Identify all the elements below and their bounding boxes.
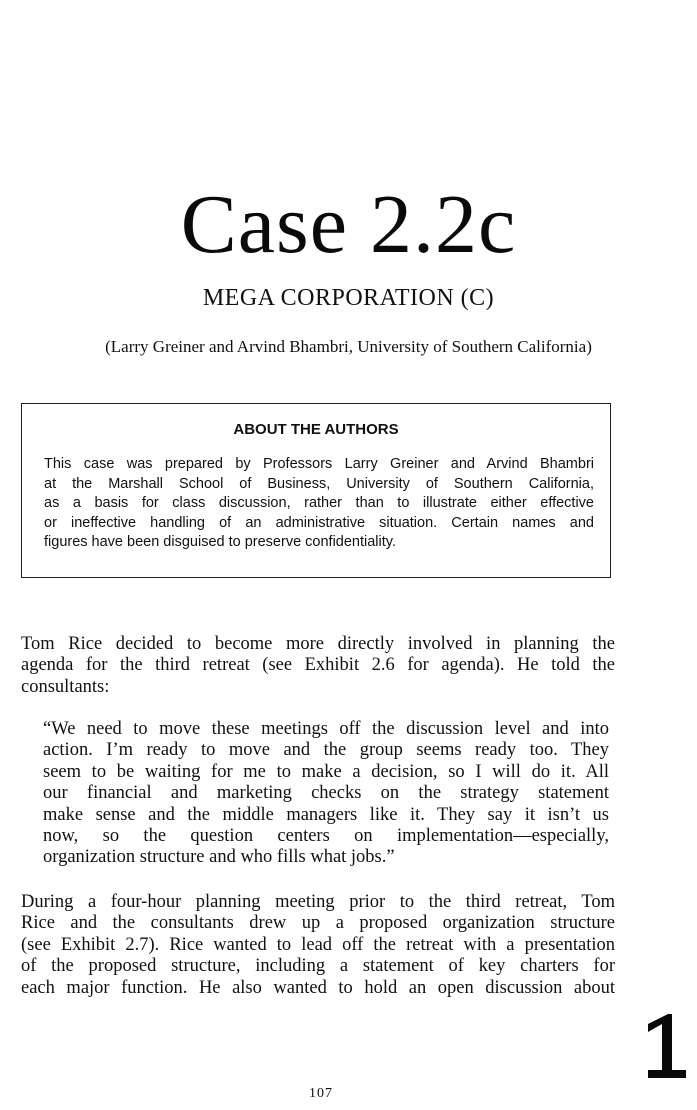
quote-line: “We need to move these meetings off the discussion level and into	[43, 719, 609, 739]
numeral-one-glyph	[648, 1014, 686, 1078]
text-line: consultants:	[21, 676, 110, 697]
page-number: 107	[309, 1086, 333, 1101]
author-box-line: or ineffective handling of an administrative situation. Certain names and	[44, 514, 594, 531]
text-line: During a four-hour planning meeting prior to the third retreat, Tom	[21, 892, 615, 912]
text-line: (see Exhibit 2.7). Rice wanted to lead off the retreat with a presentation	[21, 934, 615, 955]
text-line: Tom Rice decided to become more directly involved in planning the	[21, 634, 615, 654]
case-title: Case 2.2c	[180, 178, 517, 271]
block-quote	[43, 719, 609, 869]
author-box-line: This case was prepared by Professors Larry Greiner and Arvind Bhambri	[44, 456, 594, 472]
text-line: agenda for the third retreat (see Exhibit 2.6 for agenda). He told the	[21, 655, 615, 676]
text-line: each major function. He also wanted to hold an open discussion about	[21, 977, 615, 998]
quote-line: our financial and marketing checks on the strategy statement	[43, 783, 609, 804]
body-paragraph-1	[21, 634, 615, 698]
author-box-line: figures have been disguised to preserve confidentiality.	[44, 534, 396, 550]
about-the-authors-heading: ABOUT THE AUTHORS	[233, 421, 399, 438]
quote-line: now, so the question centers on implementation—especially,	[43, 826, 609, 847]
about-the-authors-box	[21, 403, 611, 578]
author-box-line: at the Marshall School of Business, University of Southern California,	[44, 475, 594, 492]
text-line: of the proposed structure, including a statement of key charters for	[21, 956, 615, 977]
quote-line: action. I’m ready to move and the group seems ready too. They	[43, 740, 609, 761]
quote-line: organization structure and who fills what jobs.”	[43, 847, 395, 868]
case-authors-line: (Larry Greiner and Arvind Bhambri, University of Southern California)	[105, 337, 592, 356]
text-line: Rice and the consultants drew up a proposed organization structure	[21, 913, 615, 934]
section-mark-icon	[632, 1012, 694, 1080]
author-box-line: as a basis for class discussion, rather than to illustrate either effective	[44, 495, 594, 511]
case-subtitle: MEGA CORPORATION (C)	[202, 285, 495, 311]
quote-line: make sense and the middle managers like it. They say it isn’t us	[43, 804, 609, 825]
about-the-authors-text	[44, 455, 594, 553]
body-paragraph-2	[21, 892, 615, 999]
quote-line: seem to be waiting for me to make a decision, so I will do it. All	[43, 761, 609, 782]
